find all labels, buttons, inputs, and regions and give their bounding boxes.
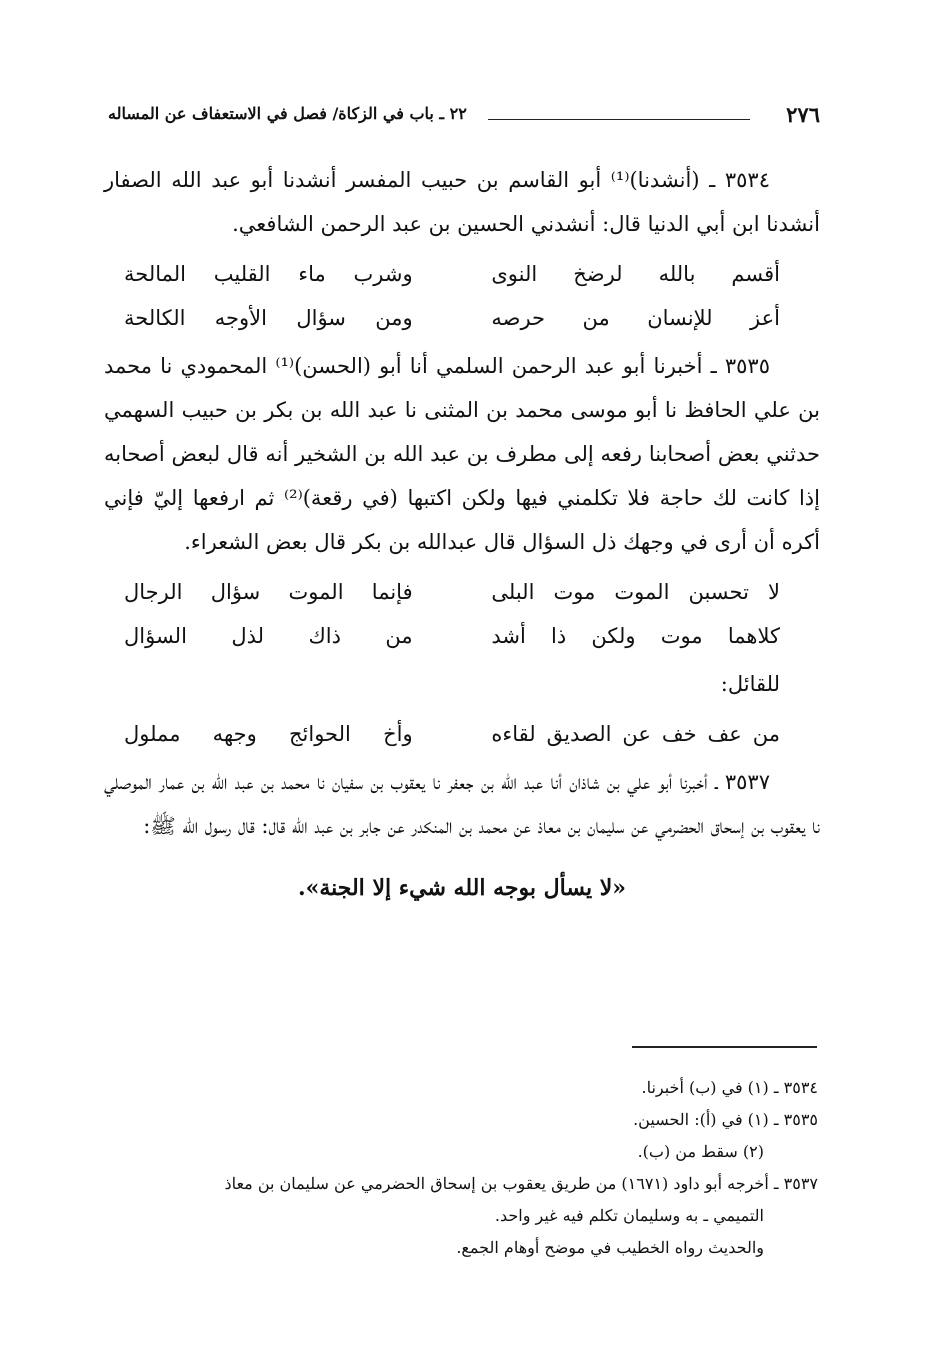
verse-line [104,712,820,756]
footnote-continuation: التميمي ـ به وسليمان تكلم فيه غير واحد. [494,1206,764,1225]
verse-first-hemistich: لا تحسبن الموت موت البلى [491,580,780,604]
verse-second-hemistich: ومن سؤال الأوجه الكالحة [124,306,413,330]
footnote: ٣٥٣٤ ـ (١) في (ب) أخبرنا. [641,1078,818,1097]
paragraph-3534: ٣٥٣٤ ـ (أنشدنا)⁽¹⁾ أبو القاسم بن حبيب المفسر أنشدنا أبو عبد الله الصفار أنشدنا ابن أبي الدنيا قال: أنشدني الحسين بن عبد الرحمن الشافعي. [104,168,820,236]
chapter-title: ٢٢ ـ باب في الزكاة/ فصل في الاستعفاف عن المساله [108,104,467,123]
footnote-separator [632,1046,817,1048]
verse-first-hemistich: من عف خف عن الصديق لقاءه [491,722,780,746]
verse-line [104,570,820,614]
footnote-continuation: والحديث رواه الخطيب في موضح أوهام الجمع. [456,1238,764,1257]
poet-attribution: للقائل: [720,672,780,696]
running-header [108,100,820,130]
poem-3 [104,712,820,756]
verse-second-hemistich: من ذاك لذل السؤال [124,624,413,648]
verse-line [104,252,820,296]
poem-1 [104,252,820,340]
verse-first-hemistich: كلاهما موت ولكن ذا أشد [491,624,780,648]
footnote: ٣٥٣٥ ـ (١) في (أ): الحسين. [633,1110,818,1129]
header-rule [488,119,750,120]
page-number: ٢٧٦ [786,102,820,127]
verse-first-hemistich: أعز للإنسان من حرصه [491,306,780,330]
verse-first-hemistich: أقسم بالله لرضخ النوى [491,262,780,286]
paragraph-3537: ٣٥٣٧ ـ أخبرنا أبو علي بن شاذان أنا عبد الله بن جعفر نا يعقوب بن سفيان نا محمد بن عبد الله بن عمار الموصلي نا يعقوب بن إسحاق الحضرمي عن سليمان بن معاذ عن محمد بن المنكدر عن جابر بن عبد الله قال: قال رسول الله ﷺ: [104,770,820,838]
footnotes [110,1072,818,1264]
verse-line [104,296,820,340]
verse-line [104,614,820,658]
footnote: (٢) سقط من (ب). [637,1142,764,1161]
main-text [104,158,820,910]
poem-2 [104,570,820,658]
hadith-text: «لا يسأل بوجه الله شيء إلا الجنة». [297,875,627,901]
verse-second-hemistich: فإنما الموت سؤال الرجال [124,580,413,604]
footnote: ٣٥٣٧ ـ أخرجه أبو داود (١٦٧١) من طريق يعقوب بن إسحاق الحضرمي عن سليمان بن معاذ [224,1174,818,1193]
verse-second-hemistich: وأخ الحوائج وجهه مملول [124,722,413,746]
verse-second-hemistich: وشرب ماء القليب المالحة [124,262,413,286]
paragraph-3535: ٣٥٣٥ ـ أخبرنا أبو عبد الرحمن السلمي أنا أبو (الحسن)⁽¹⁾ المحمودي نا محمد بن علي الحافظ نا أبو موسى محمد بن المثنى نا عبد الله بن بكر بن حبيب السهمي حدثني بعض أصحابنا رفعه إلى مطرف بن عبد الله بن الشخير أنه قال لبعض أصحابه إذا كانت لك حاجة فلا تكلمني فيها ولكن اكتبها (في رقعة)⁽²⁾ ثم ارفعها إليّ فإني أكره أن أرى في وجهك ذل السؤال قال عبدالله بن بكر قال بعض الشعراء. [104,354,820,554]
